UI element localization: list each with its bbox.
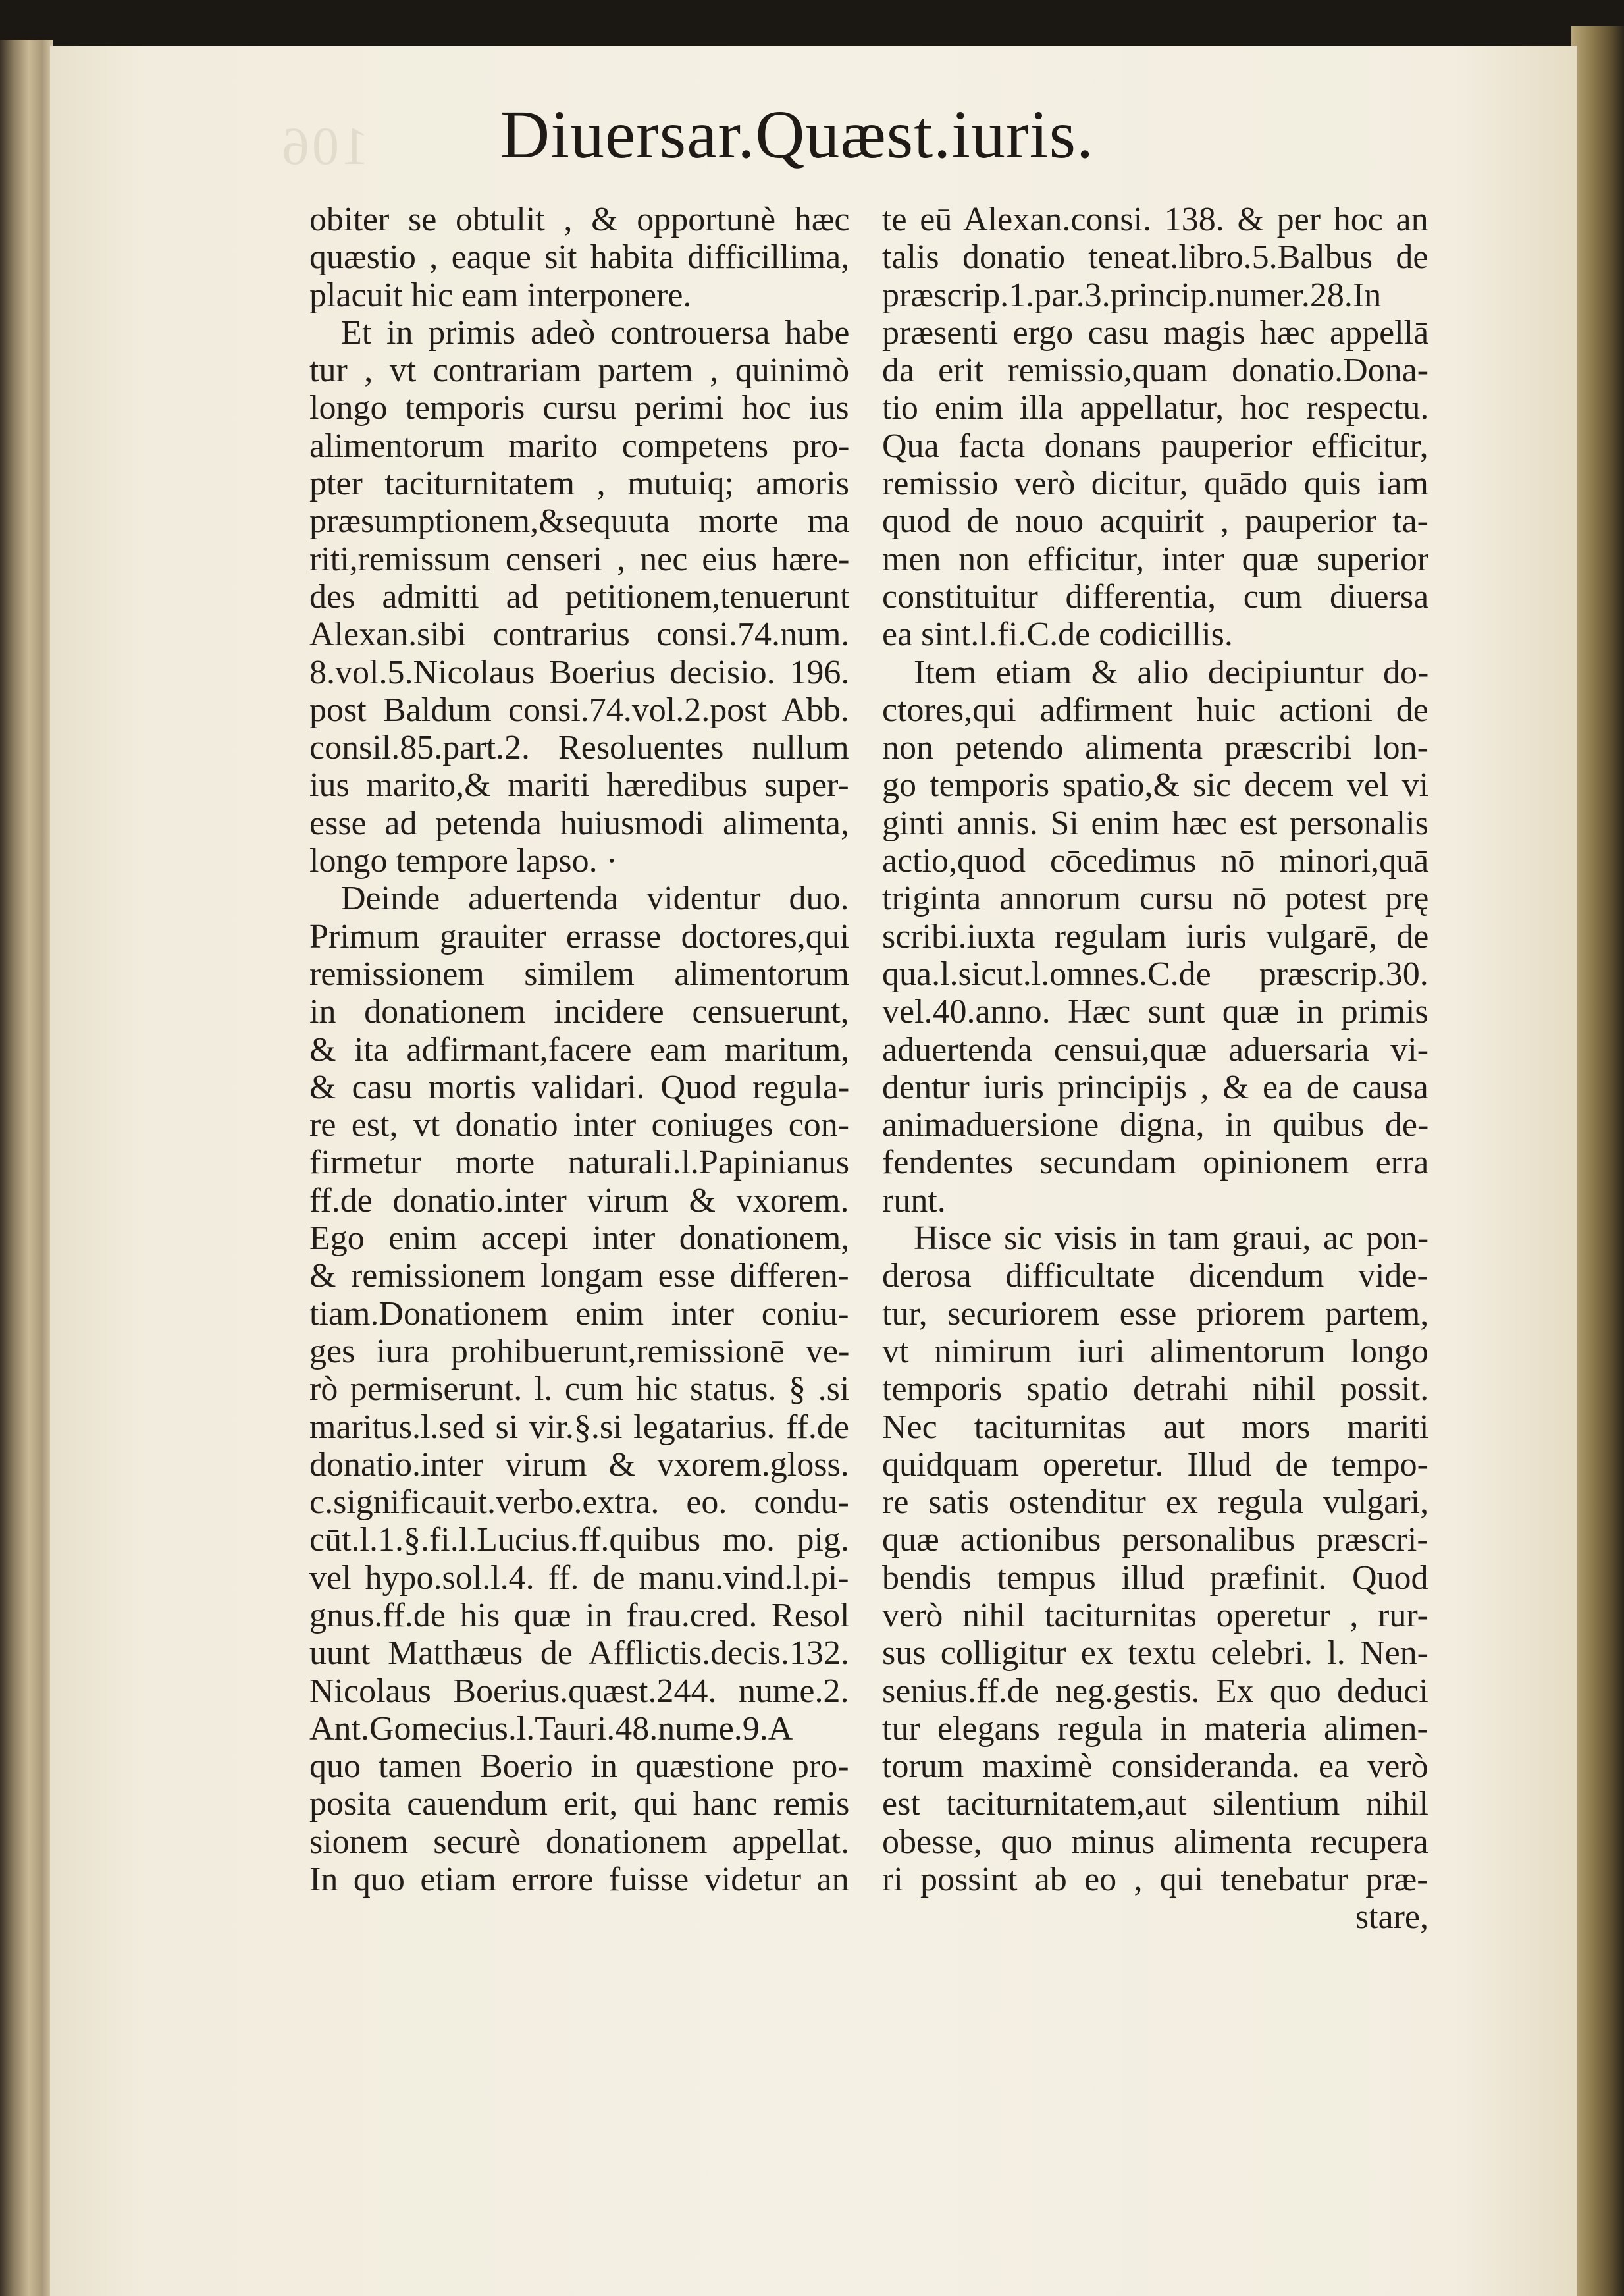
text-line: te eū Alexan.consi. 138. & per hoc an <box>882 201 1428 238</box>
text-line: sus colligitur ex textu celebri. l. Nen- <box>882 1634 1428 1672</box>
text-line: riti,remissum censeri , nec eius hære- <box>309 540 850 578</box>
text-line: remissio verò dicitur, quādo quis iam <box>882 465 1429 503</box>
text-line: præsumptionem,&sequuta morte ma <box>309 502 850 541</box>
text-line: post Baldum consi.74.vol.2.post Abb. <box>309 691 849 729</box>
text-line: re satis ostenditur ex regula vulgari, <box>882 1483 1429 1522</box>
right-text-column <box>882 201 1428 1936</box>
text-line: torum maximè consideranda. ea verò <box>882 1748 1428 1786</box>
text-line: stare, <box>1355 1898 1428 1936</box>
text-line: maritus.l.sed si vir.§.si legatarius. ff.de <box>309 1408 849 1446</box>
running-head: Diuersar.Quæst.iuris. <box>500 97 1095 173</box>
text-line: ges iura prohibuerunt,remissionē ve- <box>309 1332 850 1370</box>
text-line: præsenti ergo casu magis hæc appellā <box>882 313 1429 352</box>
text-line: Hisce sic visis in tam graui, ac pon- <box>914 1219 1429 1258</box>
text-line: vel hypo.sol.l.4. ff. de manu.vind.l.pi- <box>309 1559 849 1597</box>
text-line: tio enim illa appellatur, hoc respectu. <box>882 389 1429 427</box>
text-line: qua.l.sicut.l.omnes.C.de præscrip.30. <box>882 955 1428 993</box>
text-line: scribi.iuxta regulam iuris vulgarē, de <box>882 917 1429 955</box>
text-line: tiam.Donationem enim inter coniu- <box>309 1295 849 1333</box>
text-line: dentur iuris principijs , & ea de causa <box>882 1068 1428 1106</box>
text-line: talis donatio teneat.libro.5.Balbus de <box>882 238 1428 277</box>
text-line: go temporis spatio,& sic decem vel vi <box>882 766 1429 805</box>
text-line: gnus.ff.de his quæ in frau.cred. Resol <box>309 1596 850 1634</box>
text-line: ri possint ab eo , qui tenebatur præ- <box>882 1861 1428 1899</box>
book-page-edges-left <box>0 40 53 2296</box>
text-line: esse ad petenda huiusmodi alimenta, <box>309 804 850 842</box>
text-line: remissionem similem alimentorum <box>309 955 850 993</box>
text-line: Alexan.sibi contrarius consi.74.num. <box>309 616 850 654</box>
text-line: derosa difficultate dicendum vide- <box>882 1257 1428 1295</box>
text-line: quæ actionibus personalibus præscri- <box>882 1521 1428 1559</box>
text-line: est taciturnitatem,aut silentium nihil <box>882 1785 1428 1823</box>
text-line: Et in primis adeò controuersa habe <box>341 313 850 352</box>
text-line: obesse, quo minus alimenta recupera <box>882 1823 1428 1861</box>
text-line: in donationem incidere censuerunt, <box>309 993 849 1031</box>
text-line: verò nihil taciturnitas operetur , rur- <box>882 1596 1428 1634</box>
text-line: consil.85.part.2. Resoluentes nullum <box>309 729 849 767</box>
text-line: vt nimirum iuri alimentorum longo <box>882 1332 1428 1370</box>
text-line: ff.de donatio.inter virum & vxorem. <box>309 1181 849 1219</box>
text-line: tur, securiorem esse priorem partem, <box>882 1295 1429 1333</box>
text-line: Item etiam & alio decipiuntur do- <box>914 653 1429 691</box>
text-line: ctores,qui adfirment huic actioni de <box>882 691 1428 729</box>
text-line: triginta annorum cursu nō potest prę <box>882 880 1429 918</box>
text-line: bendis tempus illud præfinit. Quod <box>882 1559 1428 1597</box>
text-line: præscrip.1.par.3.princip.numer.28.In <box>882 276 1382 314</box>
text-line: & ita adfirmant,facere eam maritum, <box>309 1030 850 1069</box>
text-line: cūt.l.1.§.fi.l.Lucius.ff.quibus mo. pig. <box>309 1521 849 1559</box>
text-line: obiter se obtulit , & opportunè hæc <box>309 201 850 238</box>
text-line: runt. <box>882 1181 946 1219</box>
text-line: Qua facta donans pauperior efficitur, <box>882 427 1428 465</box>
text-line: quæstio , eaque sit habita difficillima, <box>309 238 850 277</box>
text-line: Deinde aduertenda videntur duo. <box>341 880 849 918</box>
text-line: alimentorum marito competens pro- <box>309 427 850 465</box>
text-line: vel.40.anno. Hæc sunt quæ in primis <box>882 993 1428 1031</box>
text-line: 8.vol.5.Nicolaus Boerius decisio. 196. <box>309 653 850 691</box>
text-line: Nicolaus Boerius.quæst.244. nume.2. <box>309 1672 849 1710</box>
text-line: c.significauit.verbo.extra. eo. condu- <box>309 1483 849 1522</box>
text-line: sionem securè donationem appellat. <box>309 1823 850 1861</box>
text-line: temporis spatio detrahi nihil possit. <box>882 1370 1429 1408</box>
text-line: quidquam operetur. Illud de tempo- <box>882 1445 1428 1483</box>
faded-folio-show-through: 106 <box>280 116 369 176</box>
text-line: ginti annis. Si enim hæc est personalis <box>882 804 1428 842</box>
text-line: senius.ff.de neg.gestis. Ex quo deduci <box>882 1672 1428 1710</box>
text-line: In quo etiam errore fuisse videtur an <box>309 1861 849 1899</box>
text-line: longo temporis cursu perimi hoc ius <box>309 389 849 427</box>
text-line: Ego enim accepi inter donationem, <box>309 1219 850 1258</box>
left-text-column <box>309 201 849 1898</box>
text-line: donatio.inter virum & vxorem.gloss. <box>309 1445 849 1483</box>
text-line: tur elegans regula in materia alimen- <box>882 1709 1428 1748</box>
text-line: fendentes secundam opinionem erra <box>882 1144 1429 1182</box>
text-line: firmetur morte naturali.l.Papinianus <box>309 1144 850 1182</box>
text-line: pter taciturnitatem , mutuiq; amoris <box>309 465 849 503</box>
text-line: & casu mortis validari. Quod regula- <box>309 1068 850 1106</box>
book-page-edges-right <box>1571 26 1624 2296</box>
text-line: re est, vt donatio inter coniuges con- <box>309 1106 850 1144</box>
text-line: ius marito,& mariti hæredibus super- <box>309 766 849 805</box>
text-line: non petendo alimenta præscribi lon- <box>882 729 1428 767</box>
text-line: placuit hic eam interponere. <box>309 276 692 314</box>
text-line: uunt Matthæus de Afflictis.decis.132. <box>309 1634 849 1672</box>
text-line: animaduersione digna, in quibus de- <box>882 1106 1429 1144</box>
text-line: posita cauendum erit, qui hanc remis <box>309 1785 850 1823</box>
text-line: tur , vt contrariam partem , quinimò <box>309 352 850 390</box>
text-line: quod de nouo acquirit , pauperior ta- <box>882 502 1428 541</box>
text-line: rò permiserunt. l. cum hic status. § .si <box>309 1370 850 1408</box>
text-line: Primum grauiter errasse doctores,qui <box>309 917 850 955</box>
text-line: des admitti ad petitionem,tenuerunt <box>309 577 850 616</box>
text-line: constituitur differentia, cum diuersa <box>882 577 1429 616</box>
text-line: da erit remissio,quam donatio.Dona- <box>882 352 1429 390</box>
text-line: Ant.Gomecius.l.Tauri.48.nume.9.A <box>309 1709 793 1748</box>
text-line: ea sint.l.fi.C.de codicillis. <box>882 616 1233 654</box>
text-line: longo tempore lapso. · <box>309 842 617 880</box>
text-line: quo tamen Boerio in quæstione pro- <box>309 1748 849 1786</box>
text-line: Nec taciturnitas aut mors mariti <box>882 1408 1429 1446</box>
text-line: men non efficitur, inter quæ superior <box>882 540 1429 578</box>
text-line: aduertenda censui,quæ aduersaria vi- <box>882 1030 1429 1069</box>
text-line: & remissionem longam esse differen- <box>309 1257 849 1295</box>
text-line: actio,quod cōcedimus nō minori,quā <box>882 842 1429 880</box>
